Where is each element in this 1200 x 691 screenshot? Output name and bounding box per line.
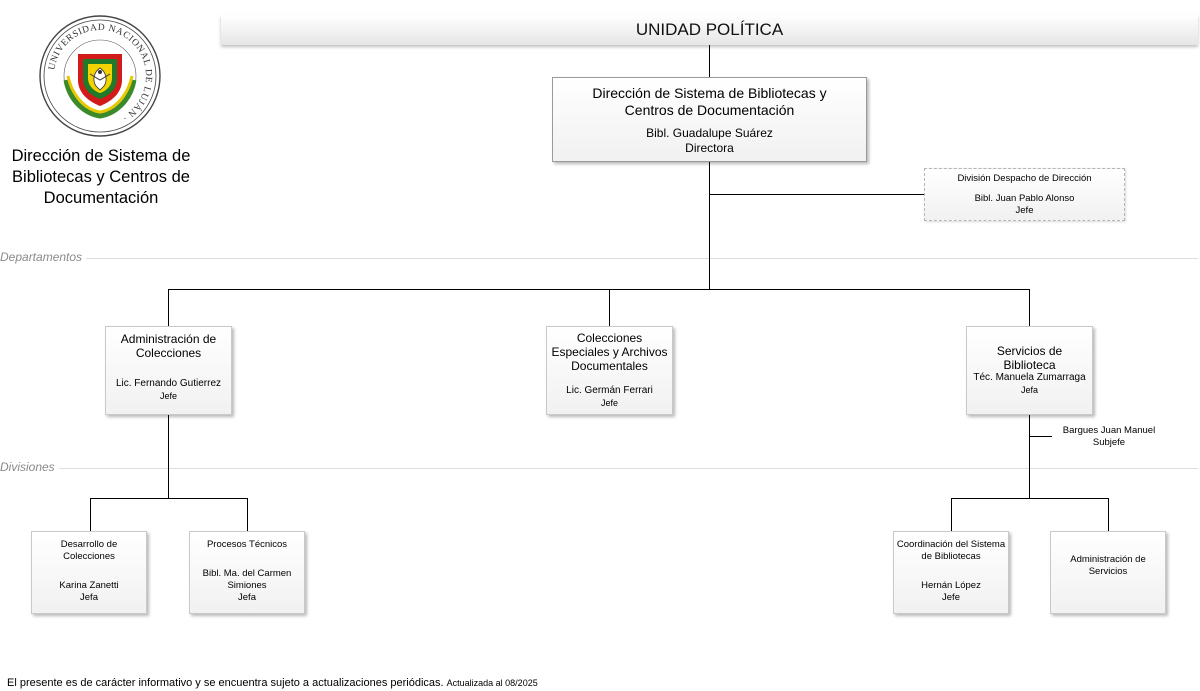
connector-line: [247, 498, 248, 531]
deputy-label: [1052, 425, 1166, 449]
deputy-name: Bargues Juan Manuel: [1062, 425, 1156, 436]
department-box: [546, 326, 673, 415]
connector-line: [609, 289, 610, 326]
division-head-name: Bibl. Ma. del Carmen Simiones: [202, 568, 292, 591]
division-title-line: Servicios: [1088, 566, 1128, 577]
university-seal-logo: [38, 14, 162, 138]
director-name: Bibl. Guadalupe Suárez: [646, 126, 773, 140]
division-title-line: Administración de: [1070, 554, 1146, 565]
division-title-line: Coordinación del Sistema: [896, 539, 1006, 550]
department-title-line: Documentales: [571, 359, 648, 373]
caption-line: Dirección de Sistema de: [11, 147, 191, 165]
institution-caption: [0, 146, 202, 209]
connector-line: [168, 289, 1030, 290]
divisions-separator: [0, 468, 1198, 469]
department-head-role: Jefa: [1020, 385, 1038, 395]
connector-line: [951, 498, 1109, 499]
connector-line: [1108, 498, 1109, 531]
dispatch-role: Jefe: [1015, 205, 1034, 216]
department-title-line: Servicios de: [996, 344, 1063, 358]
connector-line: [1029, 289, 1030, 326]
department-head-name: Téc. Manuela Zumarraga: [973, 372, 1086, 383]
department-title-line: Administración de: [120, 332, 217, 346]
director-title-line: Dirección de Sistema de Bibliotecas y: [592, 85, 827, 101]
department-title-line: Biblioteca: [1003, 358, 1056, 372]
connector-line: [1029, 415, 1030, 499]
connector-line: [168, 289, 169, 326]
connector-line: [951, 498, 952, 531]
division-title-line: Procesos Técnicos: [206, 539, 288, 550]
divisions-label: Divisiones: [0, 460, 59, 474]
division-title-line: de Bibliotecas: [921, 551, 981, 562]
footer-text: El presente es de carácter informativo y se encuentra sujeto a actualizaciones periódicas.: [7, 677, 444, 689]
director-role: Directora: [685, 141, 734, 155]
division-head-name: Karina Zanetti: [59, 580, 119, 591]
departments-separator: [0, 258, 1198, 259]
department-title-line: Colecciones: [576, 331, 643, 345]
division-box: [31, 531, 147, 614]
division-head-name: Hernán López: [921, 580, 981, 591]
departments-label: Departamentos: [0, 250, 86, 264]
division-head-role: Jefe: [942, 592, 960, 603]
connector-line: [709, 162, 710, 289]
connector-line: [709, 194, 924, 195]
department-title-line: Colecciones: [135, 346, 202, 360]
connector-line: [90, 498, 91, 531]
connector-line: [168, 415, 169, 499]
footer-note: [7, 677, 538, 689]
director-box: [552, 77, 867, 162]
deputy-role: Subjefe: [1092, 437, 1126, 448]
division-title-line: Desarrollo de: [60, 539, 118, 550]
connector-line: [90, 498, 248, 499]
department-box: [105, 326, 232, 415]
division-title-line: Colecciones: [63, 551, 115, 562]
department-head-name: Lic. Fernando Gutierrez: [115, 378, 222, 389]
department-head-name: Lic. Germán Ferrari: [566, 385, 653, 396]
dispatch-title: División Despacho de Dirección: [957, 173, 1092, 184]
svg-text:UNIVERSIDAD NACIONAL DE LUJÁN: UNIVERSIDAD NACIONAL DE LUJÁN ·: [47, 22, 154, 123]
connector-line: [1029, 436, 1052, 437]
footer-updated: Actualizada al 08/2025: [446, 678, 538, 688]
dispatch-division-box: [924, 168, 1125, 221]
director-title-line: Centros de Documentación: [624, 102, 795, 118]
division-box: [189, 531, 305, 614]
division-box: [1050, 531, 1166, 614]
caption-line: Documentación: [43, 189, 159, 207]
division-head-role: Jefa: [238, 592, 256, 603]
division-box: [893, 531, 1009, 614]
department-title-line: Especiales y Archivos: [551, 345, 668, 359]
department-box: [966, 326, 1093, 415]
connector-line: [709, 45, 710, 77]
caption-line: Bibliotecas y Centros de: [12, 168, 190, 186]
division-head-role: Jefa: [80, 592, 98, 603]
department-head-role: Jefe: [159, 391, 177, 401]
unit-title: UNIDAD POLÍTICA: [635, 20, 784, 39]
unit-title-bar: [221, 15, 1198, 45]
department-head-role: Jefe: [600, 398, 618, 408]
dispatch-name: Bibl. Juan Pablo Alonso: [974, 193, 1075, 204]
